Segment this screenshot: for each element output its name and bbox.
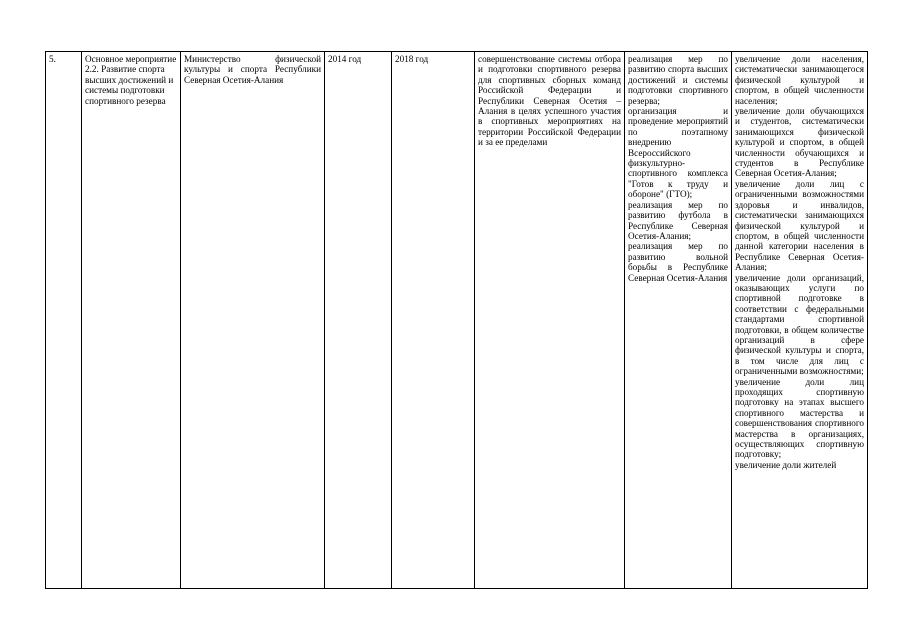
program-events-table <box>45 51 868 589</box>
direction-item: реализация мер по развитию вольной борьбы в Республике Северная Осетия-Алания <box>628 241 728 283</box>
executor-name: Министерство физической культуры и спорта Республики Северная Осетия-Алания <box>184 54 321 85</box>
row-number-cell <box>46 52 82 589</box>
executor-cell <box>181 52 325 589</box>
direction-item: реализация мер по развитию футбола в Республике Северная Осетия-Алания; <box>628 199 728 241</box>
end-year-cell <box>392 52 475 589</box>
indicator-item: увеличение доли лиц с ограниченными возможностями здоровья и инвалидов, систематически занимающихся физической культурой и спортом, в общей численности данной категории населения в Республике Северная Осетия-Алания; <box>735 178 864 273</box>
start-year: 2014 год <box>328 54 362 64</box>
indicators-cell <box>732 52 868 589</box>
row-number: 5. <box>49 54 56 64</box>
expected-result: совершенствование системы отбора и подготовки спортивного резерва для спортивных сборных команд Российской Федерации и Республики Северная Осетия – Алания в целях успешного участия в спортивных мероприятиях на территории Российской Федерации и за ее пределами <box>478 54 621 148</box>
direction-item: реализация мер по развитию спорта высших достижений и системы подготовки спортивного резерва; <box>628 54 728 106</box>
direction-item: организация и проведение мероприятий по поэтапному внедрению Всероссийского физкультурно-спортивного комплекса "Готов к труду и обороне" (ГТО); <box>628 106 728 200</box>
event-name-cell <box>82 52 181 589</box>
event-name: Основное мероприятие 2.2. Развитие спорта высших достижений и системы подготовки спортивного резерва <box>85 54 177 106</box>
indicator-item: увеличение доли жителей <box>735 459 837 470</box>
expected-result-cell <box>475 52 625 589</box>
table-row <box>46 52 868 589</box>
end-year: 2018 год <box>395 54 429 64</box>
indicator-item: увеличение доли обучающихся и студентов, систематически занимающихся физической культурой и спортом, в общей численности обучающихся и студентов в Республике Северная Осетия-Алания; <box>735 106 864 179</box>
start-year-cell <box>325 52 392 589</box>
indicator-item: увеличение доли населения, систематически занимающегося физической культурой и спортом, в общей численности населения; <box>735 54 864 106</box>
indicator-item: увеличение доли лиц проходящих спортивную подготовку на этапах высшего спортивного мастерства и совершенствования спортивного мастерства в организациях, осуществляющих спортивную подготовку; <box>735 376 864 460</box>
indicator-item: увеличение доли организаций, оказывающих услуги по спортивной подготовке в соответствии с федеральными стандартами спортивной подготовки, в общем количестве организаций в сфере физической культуры и спорта, в том числе для лиц с ограниченными возможностями; <box>735 272 864 377</box>
directions-cell <box>625 52 732 589</box>
